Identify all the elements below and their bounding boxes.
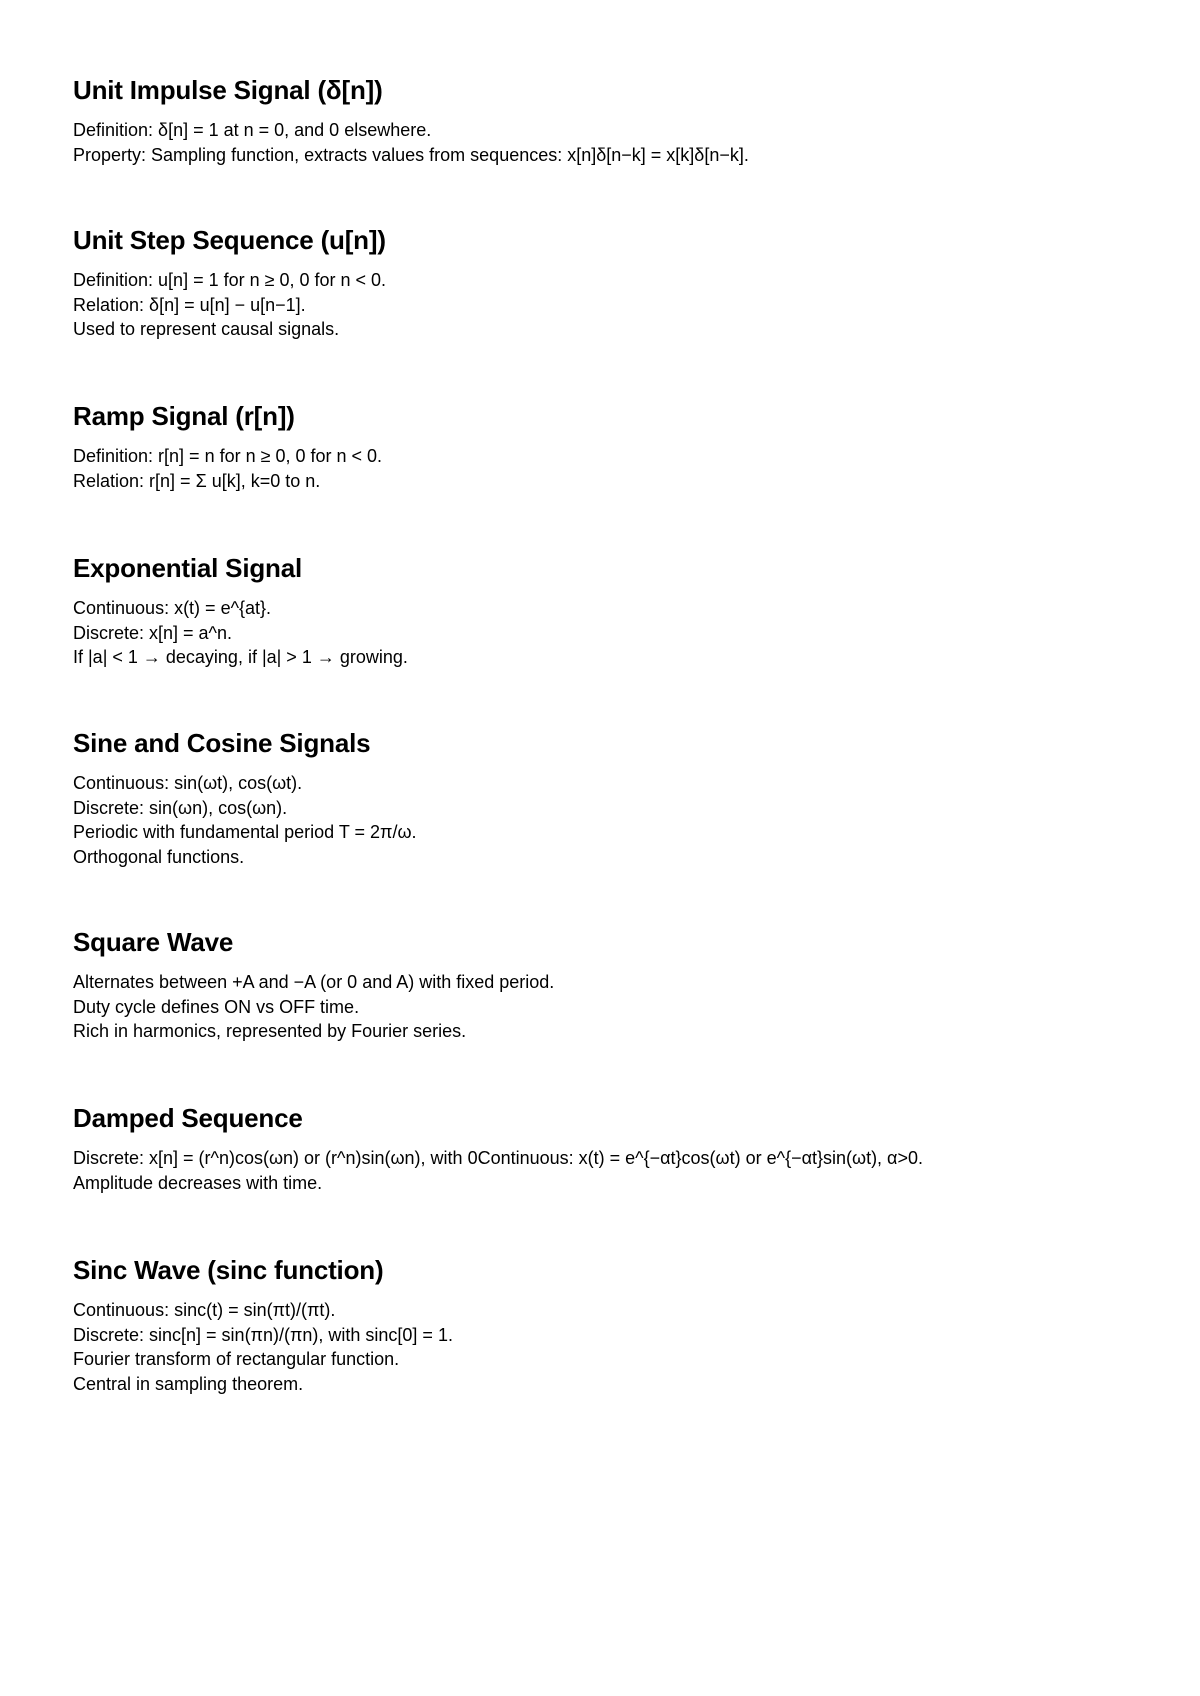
body-line: Continuous: x(t) = e^{at}. [73, 598, 272, 618]
section-body [73, 444, 1173, 493]
body-line: Relation: r[n] = Σ u[k], k=0 to n. [73, 470, 321, 491]
body-line: Fourier transform of rectangular function. [73, 1349, 400, 1369]
section-heading: Ramp Signal (r[n]) [73, 401, 295, 431]
section-heading: Exponential Signal [73, 553, 302, 583]
body-line: Discrete: sin(ωn), cos(ωn). [73, 797, 288, 818]
section-body [73, 970, 1173, 1044]
body-line: Continuous: sinc(t) = sin(πt)/(πt). [73, 1300, 336, 1320]
section-damped-sequence [73, 1102, 1173, 1195]
body-line: Discrete: x[n] = a^n. [73, 622, 233, 643]
section-exponential [73, 552, 1173, 670]
section-body [73, 1298, 1173, 1396]
body-line: Alternates between +A and −A (or 0 and A) with fixed period. [73, 972, 555, 992]
body-line: Orthogonal functions. [73, 846, 245, 867]
section-body [73, 268, 1173, 342]
body-line: Duty cycle defines ON vs OFF time. [73, 996, 360, 1017]
section-body [73, 118, 1173, 167]
body-line: Amplitude decreases with time. [73, 1172, 323, 1193]
body-line: Periodic with fundamental period T = 2π/ω. [73, 822, 417, 842]
section-unit-step [73, 224, 1173, 342]
section-heading: Unit Impulse Signal (δ[n]) [73, 75, 383, 105]
section-body [73, 771, 1173, 869]
section-heading: Sine and Cosine Signals [73, 728, 371, 758]
body-line: Discrete: sinc[n] = sin(πn)/(πn), with sinc[0] = 1. [73, 1324, 453, 1345]
section-square-wave [73, 926, 1173, 1044]
section-ramp [73, 400, 1173, 493]
body-line: Relation: δ[n] = u[n] − u[n−1]. [73, 294, 306, 315]
body-line: Definition: u[n] = 1 for n ≥ 0, 0 for n < 0. [73, 270, 387, 290]
body-line: Continuous: sin(ωt), cos(ωt). [73, 773, 303, 793]
section-sine-cosine [73, 727, 1173, 869]
body-line: Definition: δ[n] = 1 at n = 0, and 0 elsewhere. [73, 120, 432, 140]
section-heading: Unit Step Sequence (u[n]) [73, 225, 386, 255]
section-unit-impulse [73, 74, 1173, 167]
section-body [73, 596, 1173, 670]
body-line: Central in sampling theorem. [73, 1373, 304, 1394]
body-line: Used to represent causal signals. [73, 319, 340, 339]
body-line: Definition: r[n] = n for n ≥ 0, 0 for n < 0. [73, 446, 383, 466]
section-sinc-wave [73, 1254, 1173, 1396]
section-body [73, 1146, 1173, 1195]
body-line: Rich in harmonics, represented by Fourier series. [73, 1021, 467, 1041]
body-line: Discrete: x[n] = (r^n)cos(ωn) or (r^n)sin(ωn), with 0Continuous: x(t) = e^{−αt}cos(ωt) or e^{−αt}sin(ωt), α>0. [73, 1148, 923, 1168]
body-line: If |a| < 1 → decaying, if |a| > 1 → growing. [73, 647, 408, 667]
section-heading: Damped Sequence [73, 1103, 303, 1133]
section-heading: Square Wave [73, 927, 234, 957]
section-heading: Sinc Wave (sinc function) [73, 1255, 384, 1285]
body-line: Property: Sampling function, extracts values from sequences: x[n]δ[n−k] = x[k]δ[n−k]. [73, 144, 749, 165]
